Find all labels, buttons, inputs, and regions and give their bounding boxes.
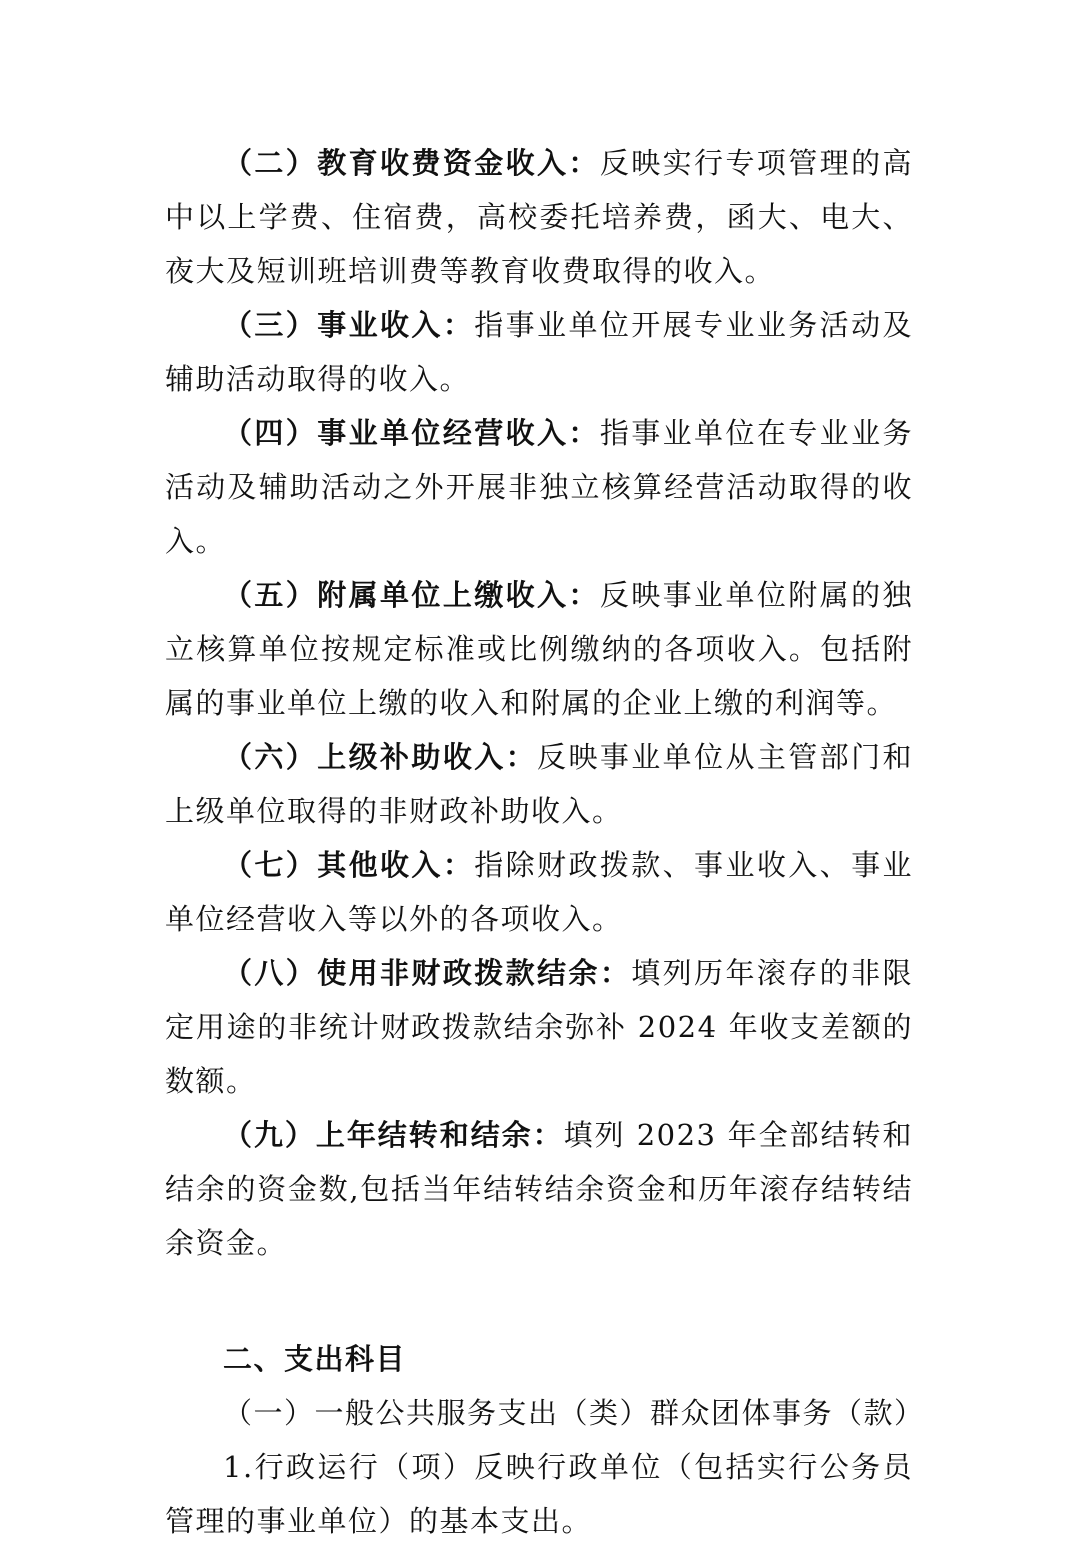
subsection-heading: （一）一般公共服务支出（类）群众团体事务（款） (223, 1396, 925, 1430)
item-lead: （九）上年结转和结余： (223, 1118, 564, 1152)
item-lead: （八）使用非财政拨款结余： (223, 956, 632, 990)
expense-item-1: 1.行政运行（项）反映行政单位（包括实行公务员管理的事业单位）的基本支出。 (165, 1450, 913, 1538)
item-lead: （二）教育收费资金收入： (223, 146, 600, 180)
section-heading: 二、支出科目 (223, 1342, 407, 1376)
income-item-subsidiary-payments (165, 568, 913, 730)
income-item-education-fees (165, 136, 913, 298)
item-text: 指事业单位在专业业务活动及辅助活动之外开展非独立核算经营活动取得的收入。 (165, 416, 913, 558)
item-lead: （七）其他收入： (223, 848, 475, 882)
item-lead: （五）附属单位上缴收入： (223, 578, 600, 612)
item-lead: （四）事业单位经营收入： (223, 416, 600, 450)
item-text: 指事业单位开展专业业务活动及辅助活动取得的收入。 (165, 308, 913, 396)
item-text: 反映事业单位从主管部门和上级单位取得的非财政补助收入。 (165, 740, 913, 828)
income-item-operating-income (165, 406, 913, 568)
item-text: 反映实行专项管理的高中以上学费、住宿费，高校委托培养费，函大、电大、夜大及短训班培训费等教育收费取得的收入。 (165, 146, 913, 288)
item-lead: （三）事业收入： (223, 308, 475, 342)
document-body (165, 136, 925, 1548)
item-text: 指除财政拨款、事业收入、事业单位经营收入等以外的各项收入。 (165, 848, 913, 936)
income-item-superior-subsidy (165, 730, 913, 838)
item-text: 填列历年滚存的非限定用途的非统计财政拨款结余弥补 2024 年收支差额的数额。 (165, 956, 913, 1098)
item-text: 填列 2023 年全部结转和结余的资金数,包括当年结转结余资金和历年滚存结转结余资金。 (165, 1118, 913, 1260)
item-text: 反映事业单位附属的独立核算单位按规定标准或比例缴纳的各项收入。包括附属的事业单位上缴的收入和附属的企业上缴的利润等。 (165, 578, 913, 720)
income-item-carryover (165, 1108, 913, 1270)
item-lead: （六）上级补助收入： (223, 740, 538, 774)
income-item-other-income (165, 838, 913, 946)
income-item-non-fiscal-surplus (165, 946, 913, 1108)
income-item-business-income (165, 298, 913, 406)
